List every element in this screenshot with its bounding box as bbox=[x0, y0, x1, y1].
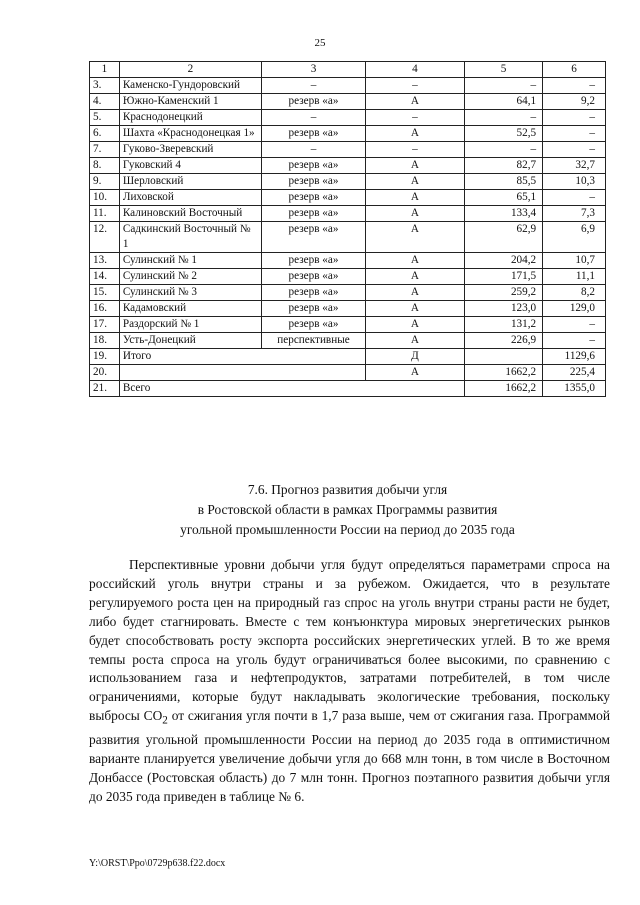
table-row bbox=[90, 253, 606, 269]
category: А bbox=[366, 222, 465, 253]
row-value-6: 1129,6 bbox=[543, 349, 606, 365]
status: резерв «а» bbox=[261, 222, 365, 253]
status: – bbox=[261, 78, 365, 94]
deposit-name: Сулинский № 3 bbox=[119, 285, 261, 301]
paragraph-text: Перспективные уровни добычи угля будут определяться параметрами спроса на российский уголь внутри страны и за рубежом. Ожидается, что в результате регулируемого роста цен на природный газ спрос на уголь внутри страны расти не будет, либо будет стагнировать. Вместе с тем конъюнктура мировых энергетических рынков будет способствовать росту экспорта российских энергетических углей. В то же время темпы роста спроса на уголь будут ограничиваться более высокими, по сравнению с использованием газа и нефтепродуктов, затратами потребителей, в том числе ограничениями, которые будут накладывать экологические требования, поскольку выбросы CO bbox=[89, 557, 610, 724]
table-row bbox=[90, 285, 606, 301]
category: – bbox=[366, 78, 465, 94]
header-cell: 3 bbox=[261, 62, 365, 78]
value-6: – bbox=[543, 190, 606, 206]
category: А bbox=[366, 317, 465, 333]
category: А bbox=[366, 94, 465, 110]
status: резерв «а» bbox=[261, 94, 365, 110]
value-5: – bbox=[464, 142, 542, 158]
value-6: – bbox=[543, 110, 606, 126]
footer-file-path: Y:\ORST\Ppo\0729p638.f22.docx bbox=[89, 858, 226, 869]
row-category: А bbox=[366, 365, 465, 381]
row-number: 18. bbox=[90, 333, 120, 349]
section-heading bbox=[89, 480, 606, 540]
deposit-name: Сулинский № 2 bbox=[119, 269, 261, 285]
status: резерв «а» bbox=[261, 253, 365, 269]
row-label: Итого bbox=[119, 349, 365, 365]
deposit-name: Краснодонецкий bbox=[119, 110, 261, 126]
row-number: 10. bbox=[90, 190, 120, 206]
value-6: 7,3 bbox=[543, 206, 606, 222]
value-5: 52,5 bbox=[464, 126, 542, 142]
row-value-6: 1355,0 bbox=[543, 381, 606, 397]
value-6: – bbox=[543, 142, 606, 158]
table-row bbox=[90, 190, 606, 206]
row-label: Всего bbox=[119, 381, 464, 397]
status: резерв «а» bbox=[261, 269, 365, 285]
deposit-name: Садкинский Восточный № 1 bbox=[119, 222, 261, 253]
value-6: 6,9 bbox=[543, 222, 606, 253]
status: – bbox=[261, 110, 365, 126]
header-cell: 4 bbox=[366, 62, 465, 78]
table-row bbox=[90, 222, 606, 253]
category: А bbox=[366, 190, 465, 206]
value-5: – bbox=[464, 110, 542, 126]
row-number: 21. bbox=[90, 381, 120, 397]
row-number: 7. bbox=[90, 142, 120, 158]
value-6: 129,0 bbox=[543, 301, 606, 317]
value-5: 133,4 bbox=[464, 206, 542, 222]
deposit-name: Каменско-Гундоровский bbox=[119, 78, 261, 94]
table-row bbox=[90, 126, 606, 142]
value-5: 85,5 bbox=[464, 174, 542, 190]
deposit-name: Лиховской bbox=[119, 190, 261, 206]
status: резерв «а» bbox=[261, 174, 365, 190]
section-heading-line: угольной промышленности России на период до 2035 года bbox=[180, 522, 515, 537]
deposit-name: Шахта «Краснодонецкая 1» bbox=[119, 126, 261, 142]
value-6: – bbox=[543, 317, 606, 333]
category: А bbox=[366, 269, 465, 285]
table-row bbox=[90, 94, 606, 110]
row-number: 13. bbox=[90, 253, 120, 269]
category: А bbox=[366, 333, 465, 349]
table-row bbox=[90, 174, 606, 190]
table-row bbox=[90, 269, 606, 285]
status: резерв «а» bbox=[261, 301, 365, 317]
table-row-itogo bbox=[90, 349, 606, 365]
value-5: 82,7 bbox=[464, 158, 542, 174]
section-heading-line: в Ростовской области в рамках Программы развития bbox=[197, 502, 498, 517]
co2-subscript: 2 bbox=[162, 714, 168, 727]
table-row bbox=[90, 142, 606, 158]
row-number: 4. bbox=[90, 94, 120, 110]
deposit-name: Шерловский bbox=[119, 174, 261, 190]
category: А bbox=[366, 126, 465, 142]
table-row bbox=[90, 333, 606, 349]
row-value-5: 1662,2 bbox=[464, 381, 542, 397]
row-number: 8. bbox=[90, 158, 120, 174]
value-6: 9,2 bbox=[543, 94, 606, 110]
value-5: 123,0 bbox=[464, 301, 542, 317]
value-5: 64,1 bbox=[464, 94, 542, 110]
page-number: 25 bbox=[314, 37, 326, 49]
table-row bbox=[90, 110, 606, 126]
category: А bbox=[366, 253, 465, 269]
value-6: 10,7 bbox=[543, 253, 606, 269]
deposit-name: Гуково-Зверевский bbox=[119, 142, 261, 158]
category: А bbox=[366, 206, 465, 222]
row-label bbox=[119, 365, 365, 381]
row-number: 3. bbox=[90, 78, 120, 94]
category: А bbox=[366, 174, 465, 190]
category: – bbox=[366, 142, 465, 158]
value-6: – bbox=[543, 78, 606, 94]
row-number: 11. bbox=[90, 206, 120, 222]
table-row bbox=[90, 301, 606, 317]
deposit-name: Кадамовский bbox=[119, 301, 261, 317]
row-number: 15. bbox=[90, 285, 120, 301]
category: А bbox=[366, 301, 465, 317]
status: – bbox=[261, 142, 365, 158]
table-row bbox=[90, 158, 606, 174]
value-6: 10,3 bbox=[543, 174, 606, 190]
table-row bbox=[90, 78, 606, 94]
row-value-5: 1662,2 bbox=[464, 365, 542, 381]
deposit-name: Усть-Донецкий bbox=[119, 333, 261, 349]
value-5: – bbox=[464, 78, 542, 94]
table-row-20 bbox=[90, 365, 606, 381]
category: А bbox=[366, 285, 465, 301]
value-6: – bbox=[543, 126, 606, 142]
body-paragraph bbox=[89, 556, 610, 806]
row-category: Д bbox=[366, 349, 465, 365]
row-number: 12. bbox=[90, 222, 120, 253]
row-value-5 bbox=[464, 349, 542, 365]
row-number: 20. bbox=[90, 365, 120, 381]
row-number: 9. bbox=[90, 174, 120, 190]
status: резерв «а» bbox=[261, 158, 365, 174]
row-number: 17. bbox=[90, 317, 120, 333]
row-number: 5. bbox=[90, 110, 120, 126]
row-number: 16. bbox=[90, 301, 120, 317]
status: перспективные bbox=[261, 333, 365, 349]
status: резерв «а» bbox=[261, 317, 365, 333]
status: резерв «а» bbox=[261, 285, 365, 301]
table-row bbox=[90, 317, 606, 333]
value-6: 32,7 bbox=[543, 158, 606, 174]
deposit-name: Сулинский № 1 bbox=[119, 253, 261, 269]
deposit-name: Раздорский № 1 bbox=[119, 317, 261, 333]
value-5: 131,2 bbox=[464, 317, 542, 333]
row-number: 19. bbox=[90, 349, 120, 365]
header-cell: 5 bbox=[464, 62, 542, 78]
category: – bbox=[366, 110, 465, 126]
status: резерв «а» bbox=[261, 206, 365, 222]
status: резерв «а» bbox=[261, 126, 365, 142]
value-5: 204,2 bbox=[464, 253, 542, 269]
header-cell: 6 bbox=[543, 62, 606, 78]
coal-deposits-table bbox=[89, 61, 606, 397]
value-6: 11,1 bbox=[543, 269, 606, 285]
status: резерв «а» bbox=[261, 190, 365, 206]
header-cell: 1 bbox=[90, 62, 120, 78]
row-number: 6. bbox=[90, 126, 120, 142]
value-5: 65,1 bbox=[464, 190, 542, 206]
table-row bbox=[90, 206, 606, 222]
deposit-name: Южно-Каменский 1 bbox=[119, 94, 261, 110]
row-number: 14. bbox=[90, 269, 120, 285]
row-value-6: 225,4 bbox=[543, 365, 606, 381]
category: А bbox=[366, 158, 465, 174]
section-heading-line: 7.6. Прогноз развития добычи угля bbox=[247, 482, 448, 497]
deposit-name: Калиновский Восточный bbox=[119, 206, 261, 222]
table-header-row bbox=[90, 62, 606, 78]
deposit-name: Гуковский 4 bbox=[119, 158, 261, 174]
paragraph-text-continued: от сжигания угля почти в 1,7 раза выше, чем от сжигания газа. Программой развития угольной промышленности России на период до 2035 года в оптимистичном варианте планируется увеличение добычи угля до 668 млн тонн, в том числе в Восточном Донбассе (Ростовская область) до 7 млн тонн. Прогноз поэтапного развития добычи угля до 2035 года приведен в таблице № 6. bbox=[89, 708, 610, 804]
value-6: 8,2 bbox=[543, 285, 606, 301]
value-5: 226,9 bbox=[464, 333, 542, 349]
value-5: 259,2 bbox=[464, 285, 542, 301]
value-5: 62,9 bbox=[464, 222, 542, 253]
value-5: 171,5 bbox=[464, 269, 542, 285]
table-row-vsego bbox=[90, 381, 606, 397]
value-6: – bbox=[543, 333, 606, 349]
header-cell: 2 bbox=[119, 62, 261, 78]
